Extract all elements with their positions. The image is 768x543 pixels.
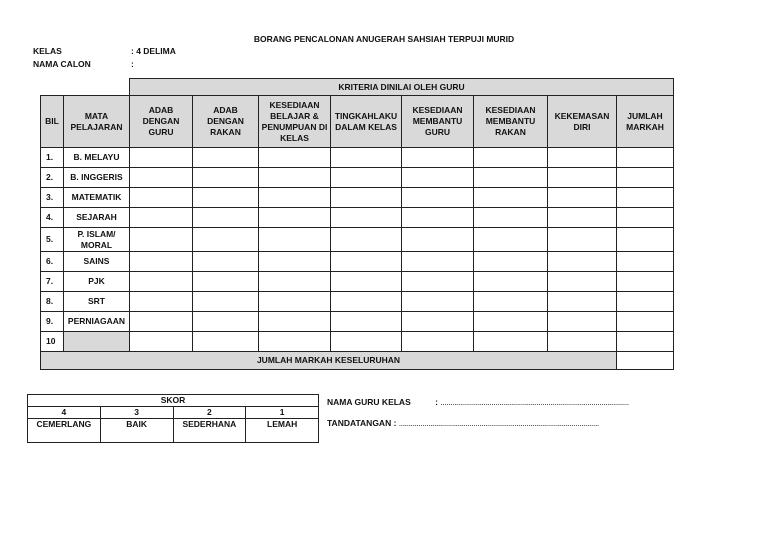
score-cell[interactable] [548, 272, 617, 292]
row-total-cell[interactable] [617, 188, 674, 208]
table-row [41, 332, 674, 352]
criteria-table [40, 78, 674, 370]
score-cell[interactable] [402, 228, 474, 252]
criteria-header: KESEDIAAN BELAJAR & PENUMPUAN DI KELAS [259, 96, 331, 148]
header-blank [41, 79, 130, 96]
table-row [41, 168, 674, 188]
row-total-cell[interactable] [617, 272, 674, 292]
score-cell[interactable] [193, 208, 259, 228]
score-cell[interactable] [193, 168, 259, 188]
table-row [41, 148, 674, 168]
score-cell[interactable] [130, 252, 193, 272]
bil-cell: 6. [41, 252, 64, 272]
score-cell[interactable] [130, 292, 193, 312]
score-cell[interactable] [402, 252, 474, 272]
grand-total-cell[interactable] [617, 352, 674, 370]
tandatangan-field[interactable]: ...................................................................................................... [398, 418, 599, 428]
row-total-cell[interactable] [617, 168, 674, 188]
score-cell[interactable] [259, 148, 331, 168]
bil-cell: 10 [41, 332, 64, 352]
score-cell[interactable] [193, 312, 259, 332]
score-cell[interactable] [474, 188, 548, 208]
score-cell[interactable] [193, 252, 259, 272]
score-cell[interactable] [331, 228, 402, 252]
score-cell[interactable] [548, 228, 617, 252]
score-cell[interactable] [402, 208, 474, 228]
score-cell[interactable] [402, 312, 474, 332]
criteria-header: KESEDIAAN MEMBANTU GURU [402, 96, 474, 148]
score-cell[interactable] [259, 188, 331, 208]
nama-calon-row [33, 59, 134, 69]
kelas-label: KELAS [33, 46, 62, 56]
subject-header: MATA PELAJARAN [64, 96, 130, 148]
nama-guru-field[interactable]: ................................................................................................ [440, 397, 629, 407]
score-cell[interactable] [331, 272, 402, 292]
subject-cell: SAINS [64, 252, 130, 272]
skor-label: SEDERHANA [173, 419, 246, 443]
criteria-header: TINGKAHLAKU DALAM KELAS [331, 96, 402, 148]
row-total-cell[interactable] [617, 208, 674, 228]
score-cell[interactable] [259, 332, 331, 352]
score-cell[interactable] [331, 208, 402, 228]
row-total-cell[interactable] [617, 292, 674, 312]
bil-cell: 7. [41, 272, 64, 292]
skor-table [27, 394, 319, 443]
skor-header: SKOR [28, 395, 319, 407]
skor-label: BAIK [100, 419, 173, 443]
score-cell[interactable] [331, 252, 402, 272]
skor-value: 2 [173, 407, 246, 419]
nama-guru-label: NAMA GURU KELAS [327, 397, 411, 407]
score-cell[interactable] [474, 228, 548, 252]
table-row [41, 272, 674, 292]
skor-value: 1 [246, 407, 319, 419]
score-cell[interactable] [331, 188, 402, 208]
score-cell[interactable] [548, 188, 617, 208]
nama-guru-colon: : [435, 397, 438, 407]
subject-cell: PERNIAGAAN [64, 312, 130, 332]
score-cell[interactable] [474, 272, 548, 292]
score-cell[interactable] [193, 148, 259, 168]
score-cell[interactable] [474, 312, 548, 332]
subject-cell: B. MELAYU [64, 148, 130, 168]
score-cell[interactable] [259, 252, 331, 272]
subject-cell: B. INGGERIS [64, 168, 130, 188]
criteria-header: KESEDIAAN MEMBANTU RAKAN [474, 96, 548, 148]
score-cell[interactable] [259, 208, 331, 228]
subject-cell: SEJARAH [64, 208, 130, 228]
kelas-row [33, 46, 176, 56]
subject-cell: P. ISLAM/ MORAL [64, 228, 130, 252]
grand-total-label: JUMLAH MARKAH KESELURUHAN [41, 352, 617, 370]
score-cell[interactable] [193, 332, 259, 352]
subject-cell [64, 332, 130, 352]
score-cell[interactable] [331, 312, 402, 332]
bil-cell: 5. [41, 228, 64, 252]
tandatangan-row [327, 418, 599, 428]
score-cell[interactable] [402, 292, 474, 312]
tandatangan-label: TANDATANGAN : [327, 418, 397, 428]
score-cell[interactable] [548, 168, 617, 188]
score-cell[interactable] [130, 332, 193, 352]
score-cell[interactable] [130, 188, 193, 208]
score-cell[interactable] [331, 148, 402, 168]
criteria-header: ADAB DENGAN RAKAN [193, 96, 259, 148]
score-cell[interactable] [402, 148, 474, 168]
score-cell[interactable] [548, 332, 617, 352]
score-cell[interactable] [548, 208, 617, 228]
table-row [41, 292, 674, 312]
kelas-value: : 4 DELIMA [131, 46, 176, 56]
score-cell[interactable] [193, 228, 259, 252]
criteria-header: KEKEMASAN DIRI [548, 96, 617, 148]
score-cell[interactable] [548, 312, 617, 332]
row-total-cell[interactable] [617, 252, 674, 272]
row-total-cell[interactable] [617, 312, 674, 332]
score-cell[interactable] [474, 208, 548, 228]
bil-cell: 3. [41, 188, 64, 208]
criteria-group-header: KRITERIA DINILAI OLEH GURU [130, 79, 674, 96]
score-cell[interactable] [193, 292, 259, 312]
skor-label: LEMAH [246, 419, 319, 443]
score-cell[interactable] [259, 272, 331, 292]
score-cell[interactable] [331, 292, 402, 312]
nama-calon-value: : [131, 59, 134, 69]
table-row [41, 208, 674, 228]
nama-guru-row [327, 397, 629, 407]
skor-value: 3 [100, 407, 173, 419]
score-cell[interactable] [402, 332, 474, 352]
score-cell[interactable] [193, 188, 259, 208]
table-row [41, 228, 674, 252]
bil-cell: 1. [41, 148, 64, 168]
score-cell[interactable] [259, 168, 331, 188]
score-cell[interactable] [259, 292, 331, 312]
score-cell[interactable] [474, 332, 548, 352]
score-cell[interactable] [402, 272, 474, 292]
score-cell[interactable] [474, 148, 548, 168]
score-cell[interactable] [259, 312, 331, 332]
table-row [41, 252, 674, 272]
score-cell[interactable] [130, 148, 193, 168]
total-header: JUMLAH MARKAH [617, 96, 674, 148]
score-cell[interactable] [130, 312, 193, 332]
score-cell[interactable] [259, 228, 331, 252]
score-cell[interactable] [130, 272, 193, 292]
bil-cell: 4. [41, 208, 64, 228]
row-total-cell[interactable] [617, 148, 674, 168]
score-cell[interactable] [130, 208, 193, 228]
row-total-cell[interactable] [617, 332, 674, 352]
bil-cell: 9. [41, 312, 64, 332]
bil-header: BIL [41, 96, 64, 148]
score-cell[interactable] [548, 292, 617, 312]
table-row [41, 188, 674, 208]
skor-label: CEMERLANG [28, 419, 101, 443]
score-cell[interactable] [130, 228, 193, 252]
score-cell[interactable] [474, 168, 548, 188]
score-cell[interactable] [548, 252, 617, 272]
subject-cell: SRT [64, 292, 130, 312]
criteria-header: ADAB DENGAN GURU [130, 96, 193, 148]
score-cell[interactable] [402, 168, 474, 188]
bil-cell: 2. [41, 168, 64, 188]
score-cell[interactable] [331, 332, 402, 352]
form-title: BORANG PENCALONAN ANUGERAH SAHSIAH TERPUJI MURID [253, 34, 515, 44]
score-cell[interactable] [193, 272, 259, 292]
score-cell[interactable] [474, 292, 548, 312]
score-cell[interactable] [130, 168, 193, 188]
row-total-cell[interactable] [617, 228, 674, 252]
table-row [41, 312, 674, 332]
skor-value: 4 [28, 407, 101, 419]
subject-cell: MATEMATIK [64, 188, 130, 208]
score-cell[interactable] [402, 188, 474, 208]
score-cell[interactable] [548, 148, 617, 168]
nama-calon-label: NAMA CALON [33, 59, 91, 69]
score-cell[interactable] [331, 168, 402, 188]
score-cell[interactable] [474, 252, 548, 272]
bil-cell: 8. [41, 292, 64, 312]
subject-cell: PJK [64, 272, 130, 292]
